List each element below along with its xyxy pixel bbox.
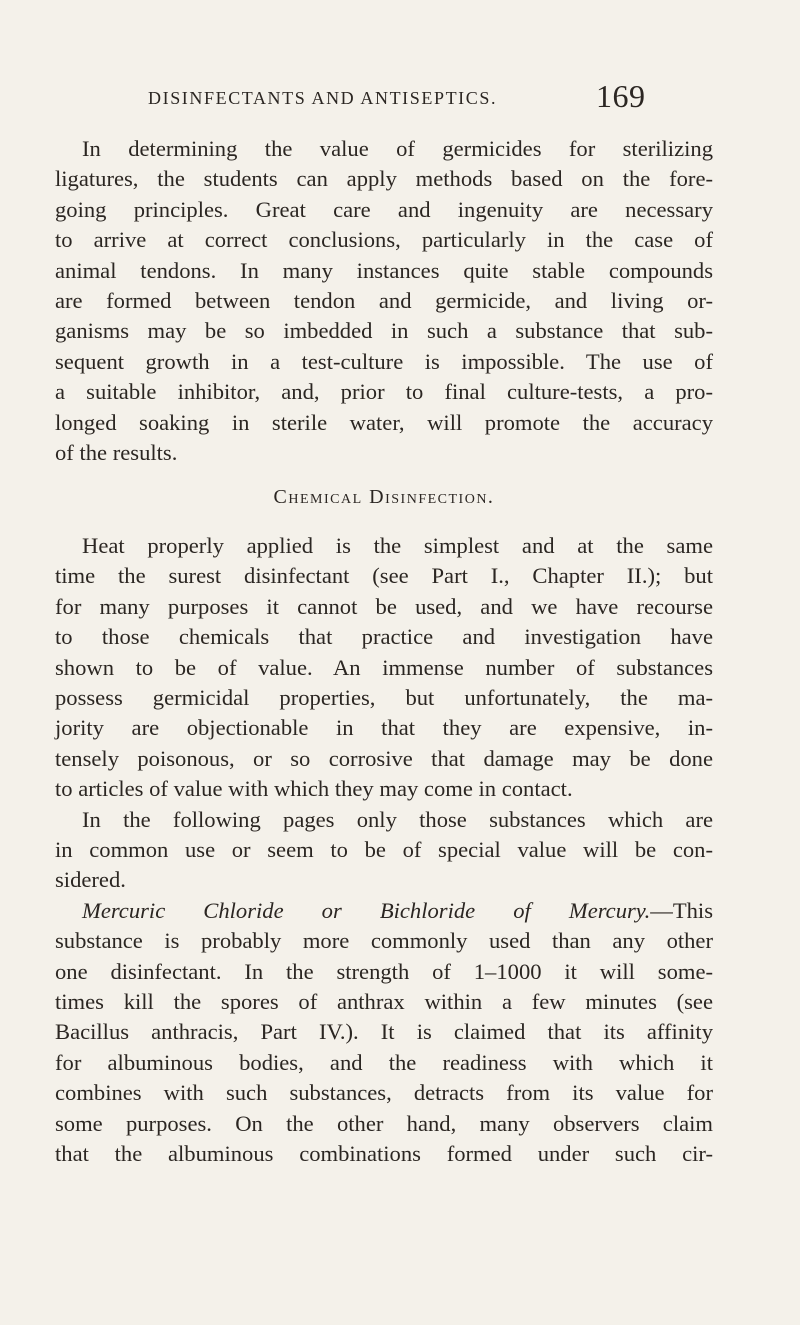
text-line: time the surest disinfectant (see Part I., Chapter II.); but (55, 563, 713, 589)
text-line: substance is probably more commonly used than any other (55, 928, 713, 954)
text-line: sequent growth in a test-culture is impossible. The use of (55, 348, 713, 374)
italic-subject-heading: Mercuric Chloride or Bichloride of Mercury. (82, 897, 651, 923)
text-line: tensely poisonous, or so corrosive that damage may be done (55, 745, 713, 771)
paragraph-2 (55, 531, 713, 805)
text-line: are formed between tendon and germicide, and living or- (55, 288, 713, 314)
paragraph-1 (55, 134, 713, 468)
text-line: possess germicidal properties, but unfortunately, the ma- (55, 684, 713, 710)
paragraph-3 (55, 805, 713, 896)
text-line (55, 896, 713, 926)
text-line: Bacillus anthracis, Part IV.). It is claimed that its affinity (55, 1019, 713, 1045)
running-title: DISINFECTANTS AND ANTISEPTICS. (148, 88, 498, 108)
text-line: ganisms may be so imbedded in such a substance that sub- (55, 318, 713, 344)
text-line: some purposes. On the other hand, many observers claim (55, 1110, 713, 1136)
text-line: of the results. (55, 440, 178, 466)
text-line: in common use or seem to be of special value will be con- (55, 836, 713, 862)
text-line: times kill the spores of anthrax within a few minutes (see (55, 988, 713, 1014)
text-line: jority are objectionable in that they are expensive, in- (55, 715, 713, 741)
text-line: animal tendons. In many instances quite stable compounds (55, 257, 713, 283)
text-line: shown to be of value. An immense number of substances (55, 654, 713, 680)
running-head (0, 74, 800, 114)
paragraph-4 (55, 896, 713, 1170)
text-line: In the following pages only those substances which are (82, 806, 713, 832)
text-line: going principles. Great care and ingenuity are necessary (55, 196, 713, 222)
section-heading: Chemical Disinfection. (273, 486, 495, 509)
text-line: combines with such substances, detracts from its value for (55, 1080, 713, 1106)
text-line: longed soaking in sterile water, will promote the accuracy (55, 409, 713, 435)
text-line: one disinfectant. In the strength of 1–1000 it will some- (55, 958, 713, 984)
text-line: to those chemicals that practice and investigation have (55, 624, 713, 650)
body-text (55, 134, 713, 1169)
text-line: to articles of value with which they may come in contact. (55, 776, 573, 802)
text-line: a suitable inhibitor, and, prior to final culture-tests, a pro- (55, 379, 713, 405)
text-line: In determining the value of germicides for sterilizing (82, 136, 713, 161)
page-number: 169 (596, 78, 646, 114)
text-line: to arrive at correct conclusions, particularly in the case of (55, 227, 713, 253)
text-fragment: —This (650, 897, 713, 923)
text-line: for many purposes it cannot be used, and we have recourse (55, 593, 713, 619)
text-line: Heat properly applied is the simplest and at the same (82, 532, 713, 558)
text-line: ligatures, the students can apply methods based on the fore- (55, 166, 713, 192)
text-line: sidered. (55, 867, 126, 893)
text-line: for albuminous bodies, and the readiness with which it (55, 1049, 713, 1075)
text-line: that the albuminous combinations formed under such cir- (55, 1141, 713, 1166)
